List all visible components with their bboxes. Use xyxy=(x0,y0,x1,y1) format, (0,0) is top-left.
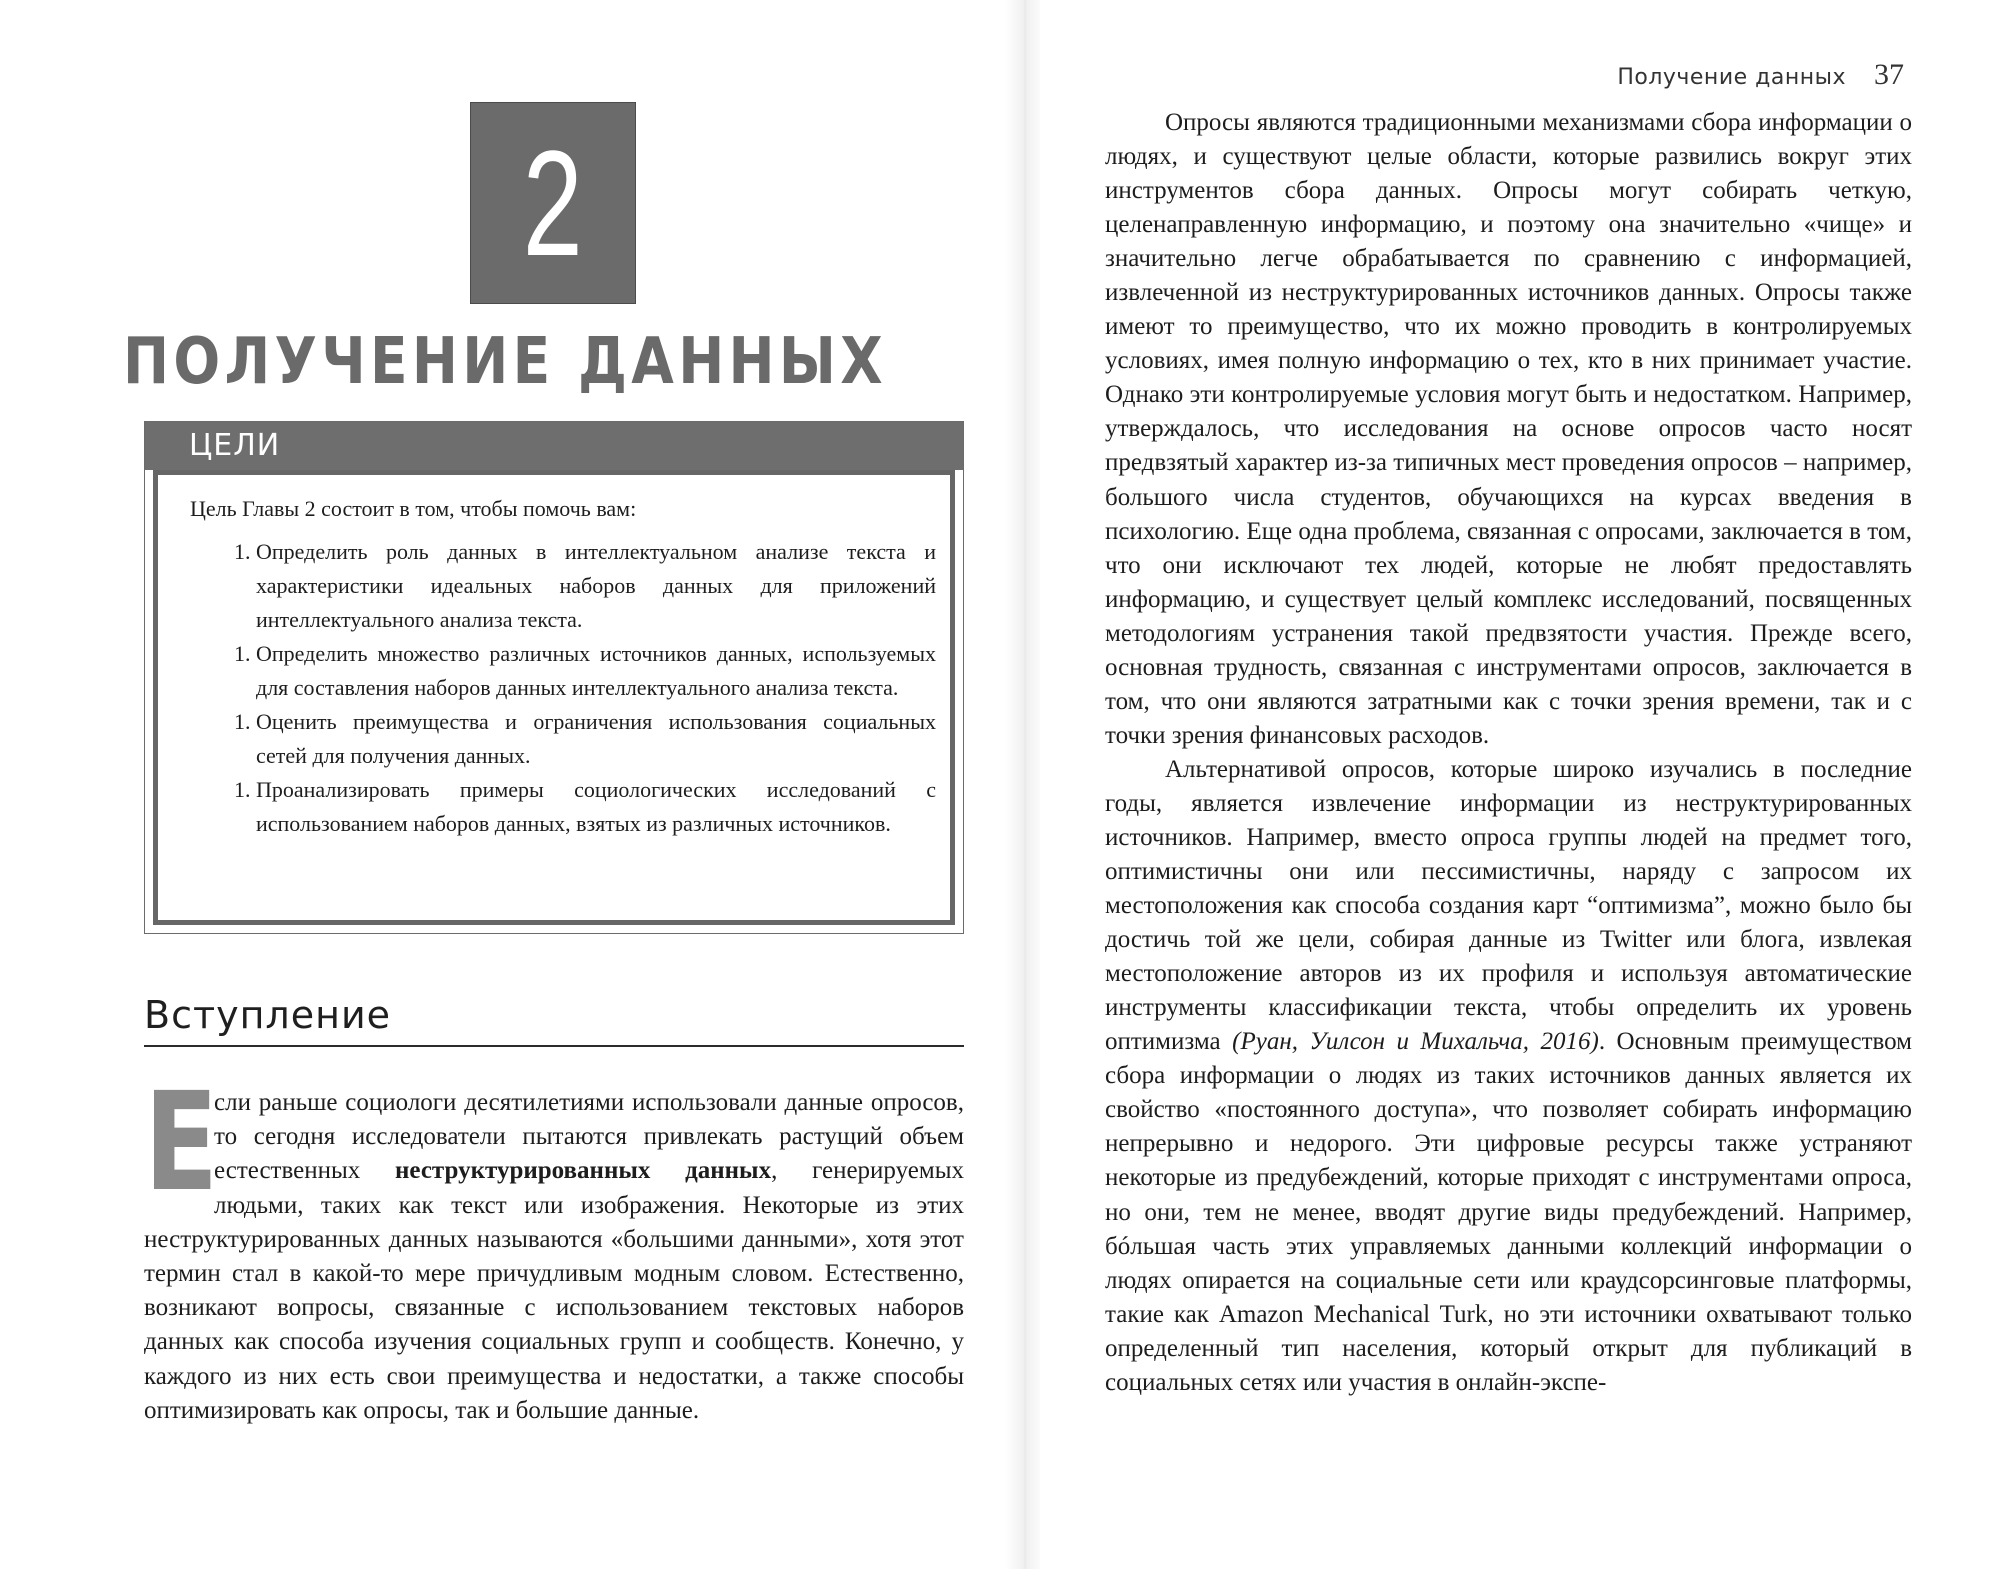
body-text xyxy=(1105,106,1912,1400)
objective-item xyxy=(190,637,936,705)
chapter-title: ПОЛУЧЕНИЕ ДАННЫХ xyxy=(123,325,887,399)
objectives-intro: Цель Главы 2 состоит в том, чтобы помочь вам: xyxy=(190,496,637,521)
objective-text: Определить множество различных источников данных, используемых для составления наборов данных интеллектуального анализа текста. xyxy=(256,641,936,700)
objective-item xyxy=(190,535,936,637)
page-number: 37 xyxy=(1874,58,1904,91)
objective-number: 1. xyxy=(234,777,251,802)
chapter-number-block xyxy=(470,102,636,304)
body-text-part: . Основным преимуществом сбора информации о людях из таких источников данных является их свойство «постоянного доступа», что позволяет собирать информацию непрерывно и недорого. Эти цифровые ресурсы также устраняют некоторые из предубеждений, которые приходят с инструментами опроса, но они, тем не менее, вводят другие виды предубеждений. Например, бóльшая часть этих управляемых данными коллекций информации о людях опирается на социальные сети или краудсорсинговые платформы, такие как Amazon Mechanical Turk, но эти источники охватывают только определенный тип населения, который открыт для публикаций в социальных сетях или участия в онлайн-экспе- xyxy=(1105,1028,1912,1396)
chapter-number: 2 xyxy=(522,119,584,287)
intro-text-part: , генерируемых людьми, таких как текст или изображения. Некоторые из этих неструктурированных данных называются «большими данными», хотя этот термин стал в какой-то мере причудливым модным словом. Естественно, возникают вопросы, связанные с использованием текстовых наборов данных как способа изучения социальных групп и сообществ. Конечно, у каждого из них есть свои преимущества и недостатки, а также способы оптимизировать как опросы, так и большие данные. xyxy=(144,1157,964,1424)
objective-number: 1. xyxy=(234,641,251,666)
objectives-list xyxy=(190,535,936,841)
objective-text: Проанализировать примеры социологических исследований с использованием наборов данных, взятых из различных источников. xyxy=(256,777,936,836)
running-header-title: Получение данных xyxy=(1617,65,1846,90)
running-header xyxy=(1617,58,1904,92)
body-paragraph xyxy=(1105,753,1912,1400)
intro-text-part: сли раньше социологи десятилетиями использовали данные опросов, то сегодня исследователи пытаются привлекать растущий объем естественных xyxy=(214,1089,964,1185)
objectives-content xyxy=(153,470,955,925)
objective-item xyxy=(190,705,936,773)
objective-text: Определить роль данных в интеллектуальном анализе текста и характеристики идеальных наборов данных для приложений интеллектуального анализа текста. xyxy=(256,539,936,632)
key-term: неструктурированных данных xyxy=(395,1157,772,1185)
section-divider xyxy=(144,1045,964,1047)
objective-number: 1. xyxy=(234,709,251,734)
section-title: Вступление xyxy=(144,993,392,1037)
objectives-header: ЦЕЛИ xyxy=(145,422,963,470)
right-page xyxy=(1040,0,2000,1569)
objective-text: Оценить преимущества и ограничения использования социальных сетей для получения данных. xyxy=(256,709,936,768)
objective-number: 1. xyxy=(234,539,251,564)
intro-text xyxy=(144,1064,964,1428)
body-paragraph: Опросы являются традиционными механизмами сбора информации о людях, и существуют целые области, которые развились вокруг этих инструментов сбора данных. Опросы могут собирать четкую, целенаправленную информацию, и поэтому она значительно «чище» и значительно легче обрабатывается по сравнению с информацией, извлеченной из неструктурированных источников данных. Опросы также имеют то преимущество, что их можно проводить в контролируемых условиях, имея полную информацию о тех, кто в них принимает участие. Однако эти контролируемые условия могут быть и недостатком. Например, утверждалось, что исследования на основе опросов часто носят предвзятый характер из-за типичных мест проведения опросов – например, большого числа студентов, обучающихся на курсах введения в психологию. Еще одна проблема, связанная с опросами, заключается в том, что они исключают тех людей, которые не любят предоставлять информацию, и существует целый комплекс исследований, посвященных методологиям устранения такой предвзятости участия. Прежде всего, основная трудность, связанная с инструментами опросов, заключается в том, что они являются затратными как с точки зрения времени, так и с точки зрения финансовых расходов. xyxy=(1105,109,1912,749)
body-text-part: Альтернативой опросов, которые широко изучались в последние годы, является извлечение информации из неструктурированных источников. Например, вместо опроса группы людей на предмет того, оптимистичны они или пессимистичны, наряду с запросом их местоположения как способа создания карт “оптимизма”, можно было бы достичь той же цели, собирая данные из Twitter или блога, извлекая местоположение авторов из их профиля и используя автоматические инструменты классификации текста, чтобы определить их уровень оптимизма xyxy=(1105,755,1912,1056)
intro-paragraph xyxy=(144,1064,964,1428)
citation: (Руан, Уилсон и Михальча, 2016) xyxy=(1232,1028,1599,1056)
objective-item xyxy=(190,773,936,841)
drop-cap: Е xyxy=(144,1064,219,1222)
book-gutter xyxy=(1005,0,1045,1569)
objectives-box xyxy=(144,421,964,934)
